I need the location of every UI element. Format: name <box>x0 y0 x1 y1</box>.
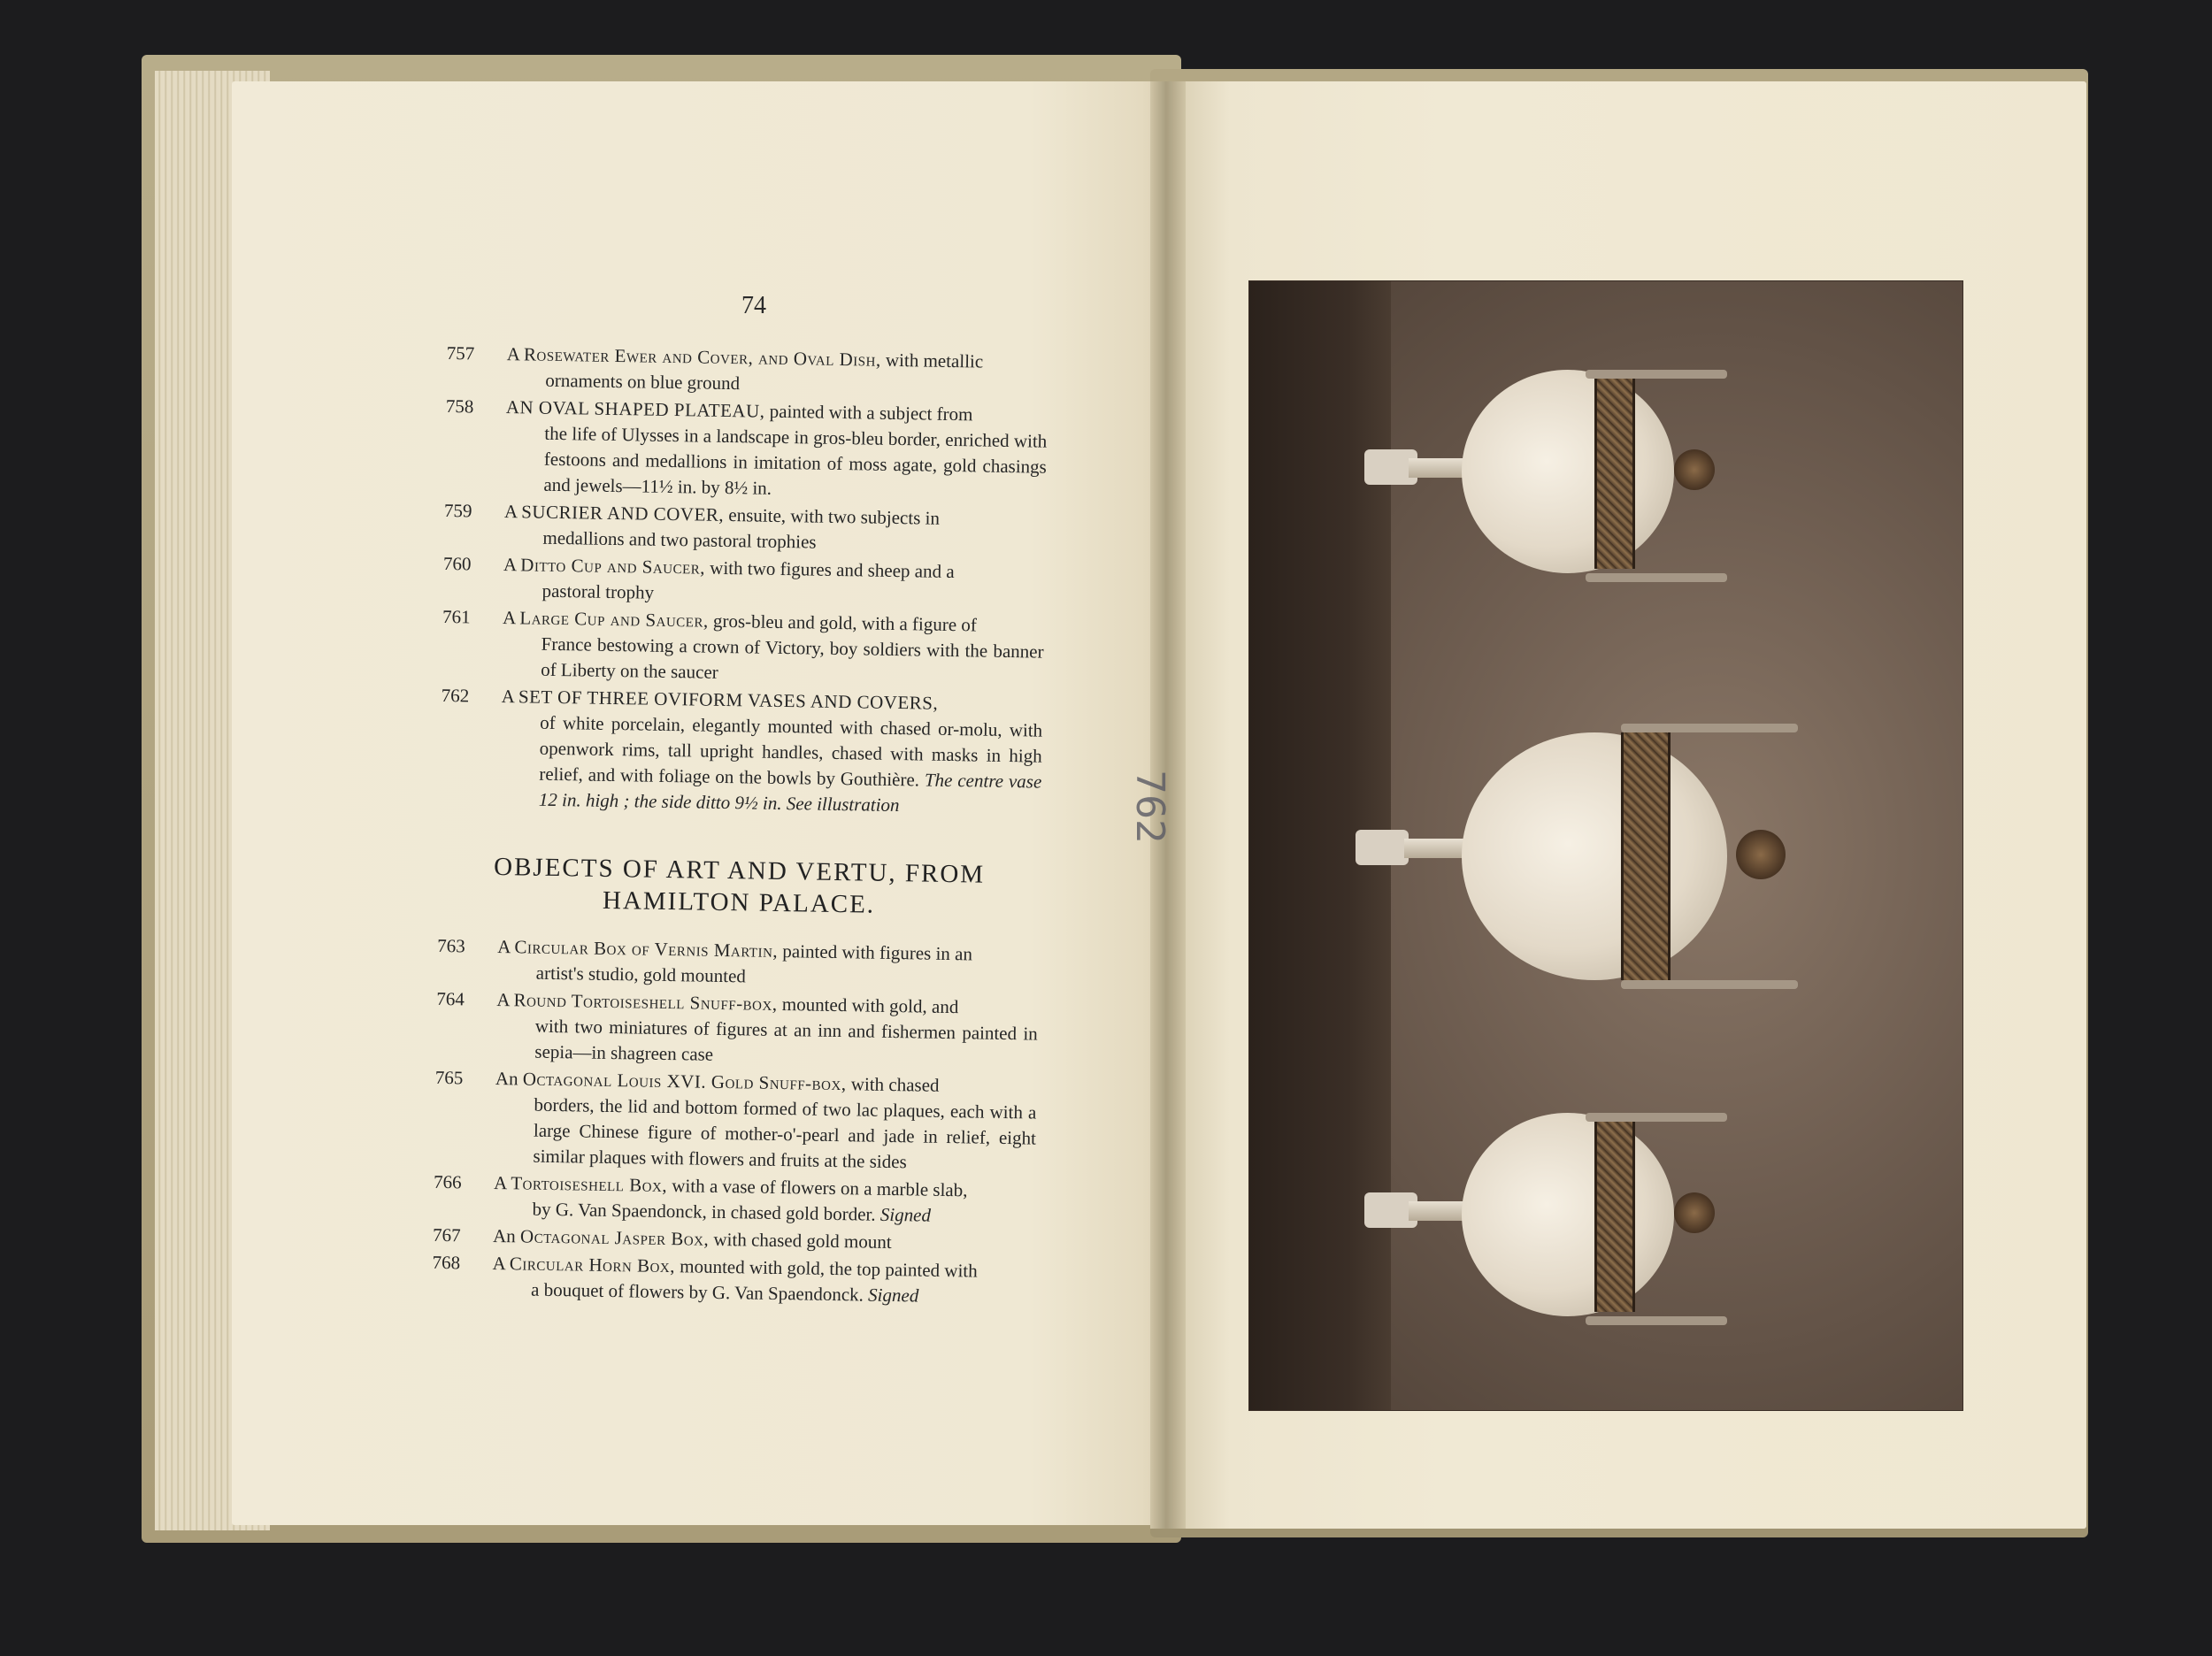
entry-continuation <box>494 1092 1036 1177</box>
entry-text: with a vase of flowers on a marble slab, <box>666 1175 968 1201</box>
entry-italic-note: The centre vase 12 in. high ; the side ditto 9½ in. See illustration <box>538 769 1042 816</box>
entry-text: with two figures and sheep and a <box>704 556 955 583</box>
entry-description <box>493 1170 1035 1230</box>
entry-title: AN OVAL SHAPED PLATEAU, <box>505 396 765 422</box>
catalog-entries-objects <box>432 933 1039 1311</box>
entry-article: An <box>492 1224 521 1247</box>
entry-title: Circular Horn Box, <box>509 1253 676 1277</box>
section-heading-line-1: OBJECTS OF ART AND VERTU, FROM <box>493 852 986 889</box>
lot-number: 766 <box>433 1170 462 1193</box>
lot-number: 759 <box>443 499 472 522</box>
entry-description <box>504 395 1048 506</box>
section-heading <box>438 850 1041 924</box>
entry-description <box>503 552 1045 612</box>
catalog-text <box>432 341 1048 1313</box>
entry-description <box>494 1066 1037 1177</box>
lot-number: 763 <box>437 934 465 957</box>
entry-text: painted with figures in an <box>777 939 973 965</box>
entry-text: with chased <box>846 1073 940 1096</box>
lot-number: 768 <box>432 1251 461 1274</box>
lot-number: 761 <box>442 605 471 628</box>
catalog-entry <box>442 551 1045 612</box>
pencil-annotation: 762 <box>1127 770 1172 844</box>
entry-description <box>492 1251 1034 1311</box>
entry-description <box>497 934 1040 994</box>
entry-article: A <box>502 607 520 629</box>
entry-title: Octagonal Jasper Box, <box>519 1225 710 1250</box>
catalog-entry <box>444 394 1048 506</box>
plate-photograph-three-vases <box>1249 281 1962 1410</box>
lot-number: 765 <box>434 1066 464 1089</box>
catalog-entry <box>433 1169 1035 1230</box>
entry-continuation-text: borders, the lid and bottom formed of two lac plaques, each with a large Chinese figure of mother-o'-pearl and jade in relief, eight similar plaques with flowers and fruits at the sides <box>533 1093 1037 1173</box>
entry-text: painted with a subject from <box>764 400 973 426</box>
entry-title: SUCRIER AND COVER, <box>521 501 725 525</box>
vase-left <box>1364 334 1771 617</box>
entry-continuation-text: artist's studio, gold mounted <box>535 962 747 987</box>
entry-continuation-text: medallions and two pastoral trophies <box>542 526 817 553</box>
entry-continuation-text: ornaments on blue ground <box>545 369 741 395</box>
entry-continuation-text: France bestowing a crown of Victory, boy soldiers with the banner of Liberty on the saucer <box>540 632 1044 683</box>
entry-description <box>506 341 1048 402</box>
entry-article: A <box>496 988 514 1011</box>
entry-article: A <box>503 554 521 576</box>
catalog-entry <box>435 986 1038 1073</box>
entry-article: A <box>506 343 525 365</box>
entry-text: gros-bleu and gold, with a figure of <box>708 610 978 636</box>
lot-number: 764 <box>436 987 465 1010</box>
lot-number: 757 <box>446 341 475 364</box>
entry-article: A <box>493 1171 511 1194</box>
entry-continuation <box>500 709 1043 821</box>
section-heading-line-2: HAMILTON PALACE. <box>602 886 876 919</box>
catalog-entry <box>437 933 1040 994</box>
entry-continuation <box>504 420 1047 506</box>
lot-number: 758 <box>445 395 474 418</box>
lot-number: 767 <box>432 1223 461 1246</box>
catalog-entry <box>443 498 1046 559</box>
entry-text: ensuite, with two subjects in <box>723 503 941 529</box>
entry-title: Ditto Cup and Saucer, <box>520 554 706 579</box>
entry-description <box>495 987 1038 1073</box>
entry-description <box>502 605 1044 691</box>
entry-title: Circular Box of Vernis Martin, <box>514 936 779 962</box>
vase-centre <box>1356 697 1860 998</box>
entry-description <box>500 684 1043 821</box>
entry-continuation-text: pastoral trophy <box>541 579 655 603</box>
entry-article: A <box>497 935 515 958</box>
entry-text: with metallic <box>880 349 984 372</box>
catalog-entry <box>434 1065 1037 1177</box>
entry-continuation-text: with two miniatures of figures at an inn and fishermen painted in sepia—in shagreen case <box>534 1015 1038 1065</box>
catalog-entry <box>432 1250 1034 1311</box>
catalog-entry <box>440 683 1043 821</box>
lot-number: 762 <box>441 684 470 707</box>
entry-continuation-text: by G. Van Spaendonck, in chased gold border. <box>532 1198 876 1225</box>
page-number: 74 <box>741 292 766 319</box>
entry-text: mounted with gold, and <box>777 993 959 1018</box>
entry-title: Large Cup and Saucer, <box>519 607 709 632</box>
entry-article: An <box>495 1067 524 1090</box>
entry-text: mounted with gold, the top painted with <box>674 1255 978 1282</box>
entry-italic-note: Signed <box>863 1284 919 1307</box>
catalog-entry <box>442 604 1044 691</box>
entry-continuation <box>502 631 1044 691</box>
entry-italic-note: Signed <box>875 1203 932 1226</box>
entry-article: A <box>503 501 522 523</box>
entry-continuation-text: of white porcelain, elegantly mounted with chased or-molu, with openwork rims, tall upright handles, chased with masks in high relief, and with foliage on the bowls by Gouthière. <box>539 711 1043 791</box>
entry-title: Tortoiseshell Box, <box>511 1172 668 1197</box>
entry-title: Octagonal Louis XVI. Gold Snuff-box, <box>522 1068 847 1095</box>
entry-continuation-text: a bouquet of flowers by G. Van Spaendonck. <box>530 1278 864 1306</box>
catalog-entry <box>446 341 1048 402</box>
entry-article: A <box>501 686 519 708</box>
catalog-entries-porcelain <box>440 341 1048 821</box>
entry-title: SET OF THREE OVIFORM VASES AND COVERS, <box>518 686 939 714</box>
lot-number: 760 <box>442 552 472 575</box>
vase-right <box>1364 1077 1771 1361</box>
entry-title: Rosewater Ewer and Cover, and Oval Dish, <box>523 343 881 371</box>
entry-text: with chased gold mount <box>709 1228 892 1254</box>
entry-continuation-text: the life of Ulysses in a landscape in gros-bleu border, enriched with festoons and medallions in imitation of moss agate, gold chasings and jewels—11½ in. by 8½ in. <box>543 422 1048 499</box>
entry-title: Round Tortoiseshell Snuff-box, <box>513 989 778 1015</box>
entry-continuation <box>495 1013 1038 1073</box>
entry-description <box>503 499 1046 559</box>
entry-article: A <box>492 1252 511 1275</box>
